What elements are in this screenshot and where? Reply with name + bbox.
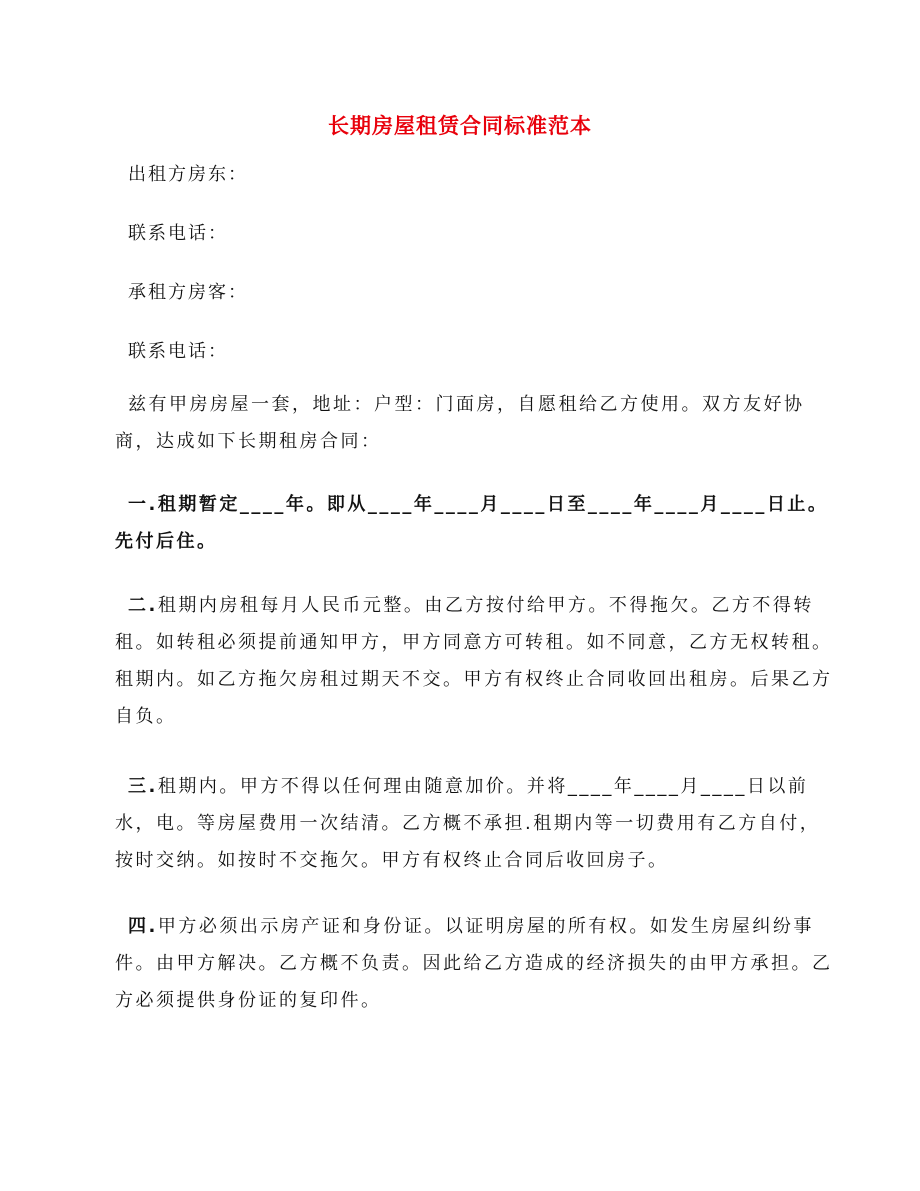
clause-4-text: 甲方必须出示房产证和身份证。以证明房屋的所有权。如发生房屋纠纷事件。由甲方解决。乙方概不负责。因此给乙方造成的经济损失的由甲方承担。乙方必须提供身份证的复印件。 xyxy=(115,916,833,1011)
tenant-phone-field: 联系电话： xyxy=(128,341,228,362)
clause-2-number: 二. xyxy=(128,595,158,616)
clause-2 xyxy=(115,587,840,735)
tenant-field: 承租方房客： xyxy=(128,282,248,303)
intro-paragraph: 兹有甲房房屋一套，地址：户型：门面房，自愿租给乙方使用。双方友好协商，达成如下长期租房合同： xyxy=(115,394,805,452)
clause-1: 一.租期暂定____年。即从____年____月____日至____年____月____日止。先付后住。 xyxy=(115,494,829,552)
clause-3 xyxy=(115,768,840,879)
document-title: 长期房屋租赁合同标准范本 xyxy=(328,114,592,138)
clause-2-text: 租期内房租每月人民币元整。由乙方按付给甲方。不得拖欠。乙方不得转租。如转租必须提前通知甲方，甲方同意方可转租。如不同意，乙方无权转租。租期内。如乙方拖欠房租过期天不交。甲方有权终止合同收回出租房。后果乙方自负。 xyxy=(115,595,833,727)
clause-4 xyxy=(115,908,840,1019)
clause-3-text: 租期内。甲方不得以任何理由随意加价。并将____年____月____日以前水，电。等房屋费用一次结清。乙方概不承担.租期内等一切费用有乙方自付，按时交纳。如按时不交拖欠。甲方有权终止合同后收回房子。 xyxy=(115,776,821,871)
clause-3-number: 三. xyxy=(128,776,158,797)
landlord-field: 出租方房东： xyxy=(128,164,248,185)
clause-4-number: 四. xyxy=(128,916,158,937)
landlord-phone-field: 联系电话： xyxy=(128,223,228,244)
